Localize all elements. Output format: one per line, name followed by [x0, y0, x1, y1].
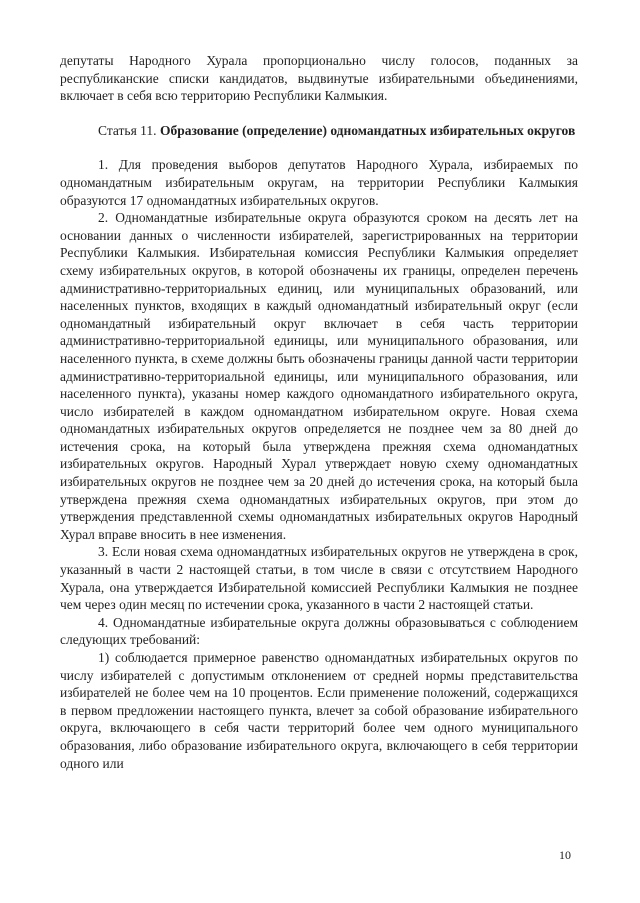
paragraph-2: 2. Одномандатные избирательные округа образуются сроком на десять лет на основании данных о численности избирателей, зарегистрированных на территории Республики Калмыкия. Избирательная комиссия Республики Калмыкия определяет схему избирательных округов, в которой обозначены их границы, определен перечень административно-территориальных единиц, или муниципальных образований, или населенных пунктов, входящих в каждый одномандатный избирательный округ (если одномандатный избирательный округ включает в себя часть территории административно-территориальной единицы, или муниципального образования, или населенного пункта, в схеме должны быть обозначены границы данной части территории административно-территориальной единицы, или муниципального образования, или населенного пункта), указаны номер каждого одномандатного избирательного округа, число избирателей в каждом одномандатном избирательном округе. Новая схема одномандатных избирательных округов определяется не позднее чем за 80 дней до истечения срока, на который была утверждена прежняя схема одномандатных избирательных округов. Народный Хурал утверждает новую схему одномандатных избирательных округов не позднее чем за 20 дней до истечения срока, на который была утверждена прежняя схема одномандатных избирательных округов, при этом до утверждения представленной схемы одномандатных избирательных округов Народный Хурал вправе вносить в нее изменения.	[60, 210, 578, 542]
document-page	[60, 52, 578, 772]
spacer	[60, 105, 578, 122]
article-title: Образование (определение) одномандатных избирательных округов	[159, 122, 576, 138]
paragraph-1: 1. Для проведения выборов депутатов Народного Хурала, избираемых по одномандатным избирательным округам, на территории Республики Калмыкия образуются 17 одномандатных избирательных округов.	[60, 157, 578, 208]
paragraph-4: 4. Одномандатные избирательные округа должны образовываться с соблюдением следующих требований:	[60, 614, 578, 648]
paragraph-3: 3. Если новая схема одномандатных избирательных округов не утверждена в срок, указанный в части 2 настоящей статьи, в том числе в связи с отсутствием Народного Хурала, она утверждается Избирательной комиссией Республики Калмыкия не позднее чем через один месяц по истечении срока, указанного в части 2 настоящей статьи.	[60, 544, 578, 613]
article-prefix: Статья 11.	[98, 122, 160, 138]
intro-paragraph: депутаты Народного Хурала пропорционально числу голосов, поданных за республиканские списки кандидатов, выдвинутые избирательными объединениями, включает в себя всю территорию Республики Калмыкия.	[60, 53, 578, 104]
page-number: 10	[559, 848, 571, 862]
paragraph-4-item-1: 1) соблюдается примерное равенство одномандатных избирательных округов по числу избирателей с допустимым отклонением от средней нормы представительства избирателей не более чем на 10 процентов. Если применение положений, содержащихся в первом предложении настоящего пункта, влечет за собой образование избирательного округа, включающего в себя части территорий более чем одного муниципального образования, либо образование избирательного округа, включающего в себя территории одного или	[60, 650, 578, 771]
spacer	[60, 139, 578, 156]
article-heading	[60, 122, 578, 140]
